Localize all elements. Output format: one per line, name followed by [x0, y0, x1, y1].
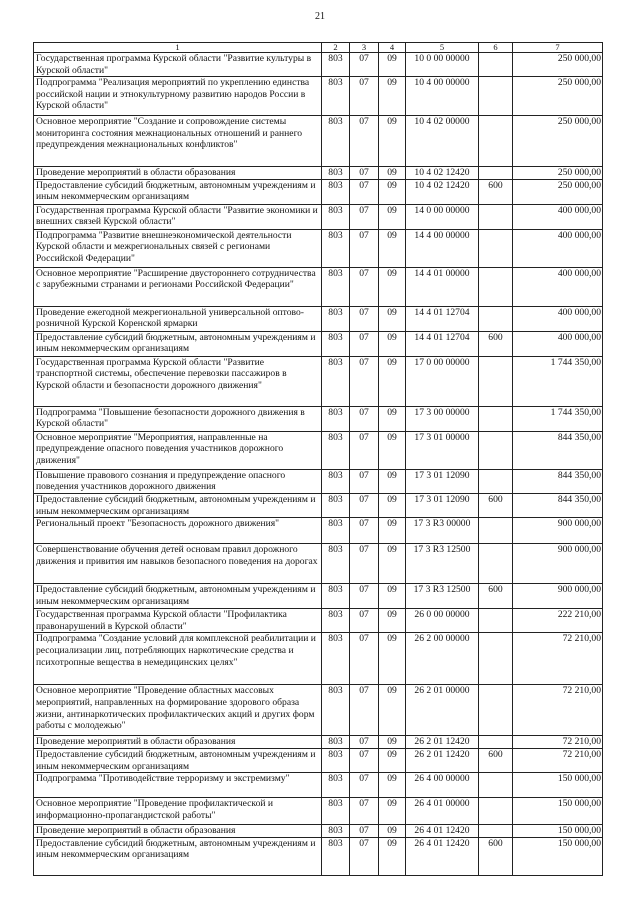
cell-section-code: 07 [350, 406, 379, 431]
cell-target-code: 26 2 00 00000 [406, 633, 479, 685]
cell-description: Основное мероприятие "Создание и сопровождение системы мониторинга состояния межнациональных отношений и раннего предупреждения межнациональных конфликтов" [34, 116, 322, 167]
column-header-section-code: 3 [350, 43, 379, 53]
cell-target-code: 17 3 01 12090 [406, 469, 479, 493]
table-row [34, 773, 603, 798]
table-row [34, 469, 603, 493]
page-number: 21 [315, 11, 325, 22]
table-row [34, 584, 603, 609]
cell-amount: 400 000,00 [513, 229, 603, 267]
table-row [34, 518, 603, 544]
cell-expense-type [479, 306, 513, 331]
cell-gov-code: 803 [322, 306, 350, 331]
table-row [34, 267, 603, 306]
table-row [34, 229, 603, 267]
cell-target-code: 17 0 00 00000 [406, 356, 479, 406]
cell-gov-code: 803 [322, 685, 350, 736]
cell-subsection-code: 09 [379, 229, 406, 267]
cell-target-code: 17 3 00 00000 [406, 406, 479, 431]
cell-description: Предоставление субсидий бюджетным, автономным учреждениям и иным некоммерческим организациям [34, 837, 322, 875]
cell-section-code: 07 [350, 431, 379, 469]
table-row [34, 798, 603, 825]
cell-amount: 72 210,00 [513, 748, 603, 772]
cell-amount: 72 210,00 [513, 736, 603, 749]
cell-subsection-code: 09 [379, 544, 406, 584]
cell-section-code: 07 [350, 493, 379, 517]
cell-amount: 400 000,00 [513, 204, 603, 229]
cell-target-code: 26 4 01 12420 [406, 825, 479, 838]
cell-subsection-code: 09 [379, 267, 406, 306]
cell-amount: 400 000,00 [513, 267, 603, 306]
cell-subsection-code: 09 [379, 204, 406, 229]
cell-target-code: 17 3 R3 12500 [406, 584, 479, 609]
cell-gov-code: 803 [322, 798, 350, 825]
cell-section-code: 07 [350, 518, 379, 544]
cell-expense-type [479, 773, 513, 798]
cell-target-code: 10 4 02 00000 [406, 116, 479, 167]
table-row [34, 116, 603, 167]
cell-description: Проведение мероприятий в области образования [34, 167, 322, 180]
cell-expense-type: 600 [479, 837, 513, 875]
cell-section-code: 07 [350, 356, 379, 406]
cell-amount: 72 210,00 [513, 685, 603, 736]
cell-expense-type [479, 167, 513, 180]
column-header-gov-code: 2 [322, 43, 350, 53]
column-header-amount: 7 [513, 43, 603, 53]
cell-description: Основное мероприятие "Проведение профилактической и информационно-пропагандистской работы" [34, 798, 322, 825]
cell-expense-type: 600 [479, 584, 513, 609]
cell-section-code: 07 [350, 798, 379, 825]
cell-expense-type [479, 798, 513, 825]
cell-target-code: 26 2 01 00000 [406, 685, 479, 736]
cell-subsection-code: 09 [379, 116, 406, 167]
cell-section-code: 07 [350, 773, 379, 798]
table-row [34, 609, 603, 633]
cell-expense-type [479, 229, 513, 267]
cell-description: Предоставление субсидий бюджетным, автономным учреждениям и иным некоммерческим организациям [34, 331, 322, 356]
cell-target-code: 26 2 01 12420 [406, 736, 479, 749]
cell-description: Государственная программа Курской области "Развитие культуры в Курской области" [34, 53, 322, 77]
cell-section-code: 07 [350, 685, 379, 736]
column-header-description: 1 [34, 43, 322, 53]
cell-section-code: 07 [350, 179, 379, 204]
cell-subsection-code: 09 [379, 736, 406, 749]
cell-description: Государственная программа Курской области "Развитие экономики и внешних связей Курской области" [34, 204, 322, 229]
cell-gov-code: 803 [322, 431, 350, 469]
table-row [34, 356, 603, 406]
table-header-row [34, 43, 603, 53]
cell-subsection-code: 09 [379, 493, 406, 517]
cell-subsection-code: 09 [379, 77, 406, 116]
cell-section-code: 07 [350, 331, 379, 356]
cell-expense-type [479, 685, 513, 736]
cell-description: Совершенствование обучения детей основам правил дорожного движения и привития им навыков безопасного поведения на дорогах [34, 544, 322, 584]
table-row [34, 77, 603, 116]
cell-amount: 250 000,00 [513, 77, 603, 116]
cell-section-code: 07 [350, 167, 379, 180]
cell-section-code: 07 [350, 204, 379, 229]
cell-section-code: 07 [350, 267, 379, 306]
cell-target-code: 17 3 01 12090 [406, 493, 479, 517]
cell-expense-type [479, 544, 513, 584]
cell-amount: 150 000,00 [513, 825, 603, 838]
cell-subsection-code: 09 [379, 356, 406, 406]
cell-target-code: 17 3 R3 00000 [406, 518, 479, 544]
cell-amount: 400 000,00 [513, 331, 603, 356]
cell-description: Основное мероприятие "Расширение двустороннего сотрудничества с зарубежными странами и регионами Российской Федерации" [34, 267, 322, 306]
cell-subsection-code: 09 [379, 609, 406, 633]
cell-expense-type [479, 518, 513, 544]
cell-gov-code: 803 [322, 53, 350, 77]
table-row [34, 204, 603, 229]
cell-description: Подпрограмма "Противодействие терроризму и экстремизму" [34, 773, 322, 798]
column-header-expense-type: 6 [479, 43, 513, 53]
cell-expense-type [479, 53, 513, 77]
cell-gov-code: 803 [322, 356, 350, 406]
table-row [34, 825, 603, 838]
cell-target-code: 10 0 00 00000 [406, 53, 479, 77]
table-row [34, 306, 603, 331]
cell-description: Проведение ежегодной межрегиональной универсальной оптово-розничной Курской Коренской ярмарки [34, 306, 322, 331]
cell-subsection-code: 09 [379, 584, 406, 609]
cell-gov-code: 803 [322, 584, 350, 609]
cell-section-code: 07 [350, 748, 379, 772]
cell-description: Подпрограмма "Развитие внешнеэкономической деятельности Курской области и межрегиональных связей с регионами Российской Федерации" [34, 229, 322, 267]
cell-target-code: 26 4 00 00000 [406, 773, 479, 798]
table-row [34, 544, 603, 584]
cell-gov-code: 803 [322, 609, 350, 633]
cell-section-code: 07 [350, 736, 379, 749]
cell-gov-code: 803 [322, 267, 350, 306]
table-row [34, 685, 603, 736]
table-body [34, 53, 603, 876]
cell-gov-code: 803 [322, 204, 350, 229]
cell-section-code: 07 [350, 306, 379, 331]
cell-gov-code: 803 [322, 167, 350, 180]
cell-section-code: 07 [350, 469, 379, 493]
cell-gov-code: 803 [322, 469, 350, 493]
cell-amount: 900 000,00 [513, 518, 603, 544]
cell-amount: 250 000,00 [513, 179, 603, 204]
cell-target-code: 26 0 00 00000 [406, 609, 479, 633]
column-header-target-code: 5 [406, 43, 479, 53]
cell-expense-type: 600 [479, 331, 513, 356]
cell-amount: 844 350,00 [513, 469, 603, 493]
cell-gov-code: 803 [322, 825, 350, 838]
cell-description: Повышение правового сознания и предупреждение опасного поведения участников дорожного движения [34, 469, 322, 493]
cell-gov-code: 803 [322, 773, 350, 798]
cell-description: Проведение мероприятий в области образования [34, 825, 322, 838]
cell-description: Подпрограмма "Реализация мероприятий по укреплению единства российской нации и этнокультурному развитию народов России в Курской области" [34, 77, 322, 116]
cell-target-code: 17 3 R3 12500 [406, 544, 479, 584]
cell-target-code: 14 4 00 00000 [406, 229, 479, 267]
cell-amount: 250 000,00 [513, 167, 603, 180]
cell-gov-code: 803 [322, 518, 350, 544]
cell-section-code: 07 [350, 229, 379, 267]
table-row [34, 633, 603, 685]
cell-expense-type [479, 609, 513, 633]
cell-subsection-code: 09 [379, 825, 406, 838]
cell-gov-code: 803 [322, 544, 350, 584]
cell-amount: 250 000,00 [513, 116, 603, 167]
cell-amount: 900 000,00 [513, 544, 603, 584]
table-row [34, 406, 603, 431]
cell-amount: 150 000,00 [513, 798, 603, 825]
table-row [34, 167, 603, 180]
cell-gov-code: 803 [322, 736, 350, 749]
cell-section-code: 07 [350, 53, 379, 77]
cell-target-code: 10 4 02 12420 [406, 179, 479, 204]
cell-gov-code: 803 [322, 77, 350, 116]
table-row [34, 53, 603, 77]
cell-target-code: 26 4 01 00000 [406, 798, 479, 825]
cell-amount: 222 210,00 [513, 609, 603, 633]
cell-expense-type [479, 633, 513, 685]
cell-subsection-code: 09 [379, 331, 406, 356]
cell-expense-type: 600 [479, 493, 513, 517]
table-row [34, 493, 603, 517]
cell-gov-code: 803 [322, 406, 350, 431]
cell-description: Подпрограмма "Создание условий для комплексной реабилитации и ресоциализации лиц, потребляющих наркотические средства и психотропные вещества в немедицинских целях" [34, 633, 322, 685]
cell-subsection-code: 09 [379, 167, 406, 180]
cell-subsection-code: 09 [379, 685, 406, 736]
cell-subsection-code: 09 [379, 469, 406, 493]
cell-amount: 900 000,00 [513, 584, 603, 609]
cell-subsection-code: 09 [379, 179, 406, 204]
cell-expense-type [479, 431, 513, 469]
cell-description: Предоставление субсидий бюджетным, автономным учреждениям и иным некоммерческим организациям [34, 493, 322, 517]
cell-amount: 1 744 350,00 [513, 356, 603, 406]
budget-table [33, 42, 603, 876]
cell-section-code: 07 [350, 837, 379, 875]
cell-section-code: 07 [350, 633, 379, 685]
cell-expense-type: 600 [479, 179, 513, 204]
cell-target-code: 10 4 02 12420 [406, 167, 479, 180]
cell-expense-type [479, 736, 513, 749]
cell-expense-type [479, 267, 513, 306]
cell-amount: 150 000,00 [513, 837, 603, 875]
cell-expense-type [479, 356, 513, 406]
cell-amount: 844 350,00 [513, 493, 603, 517]
table-row [34, 837, 603, 875]
cell-expense-type [479, 116, 513, 167]
cell-subsection-code: 09 [379, 518, 406, 544]
cell-description: Предоставление субсидий бюджетным, автономным учреждениям и иным некоммерческим организациям [34, 179, 322, 204]
cell-gov-code: 803 [322, 748, 350, 772]
cell-target-code: 14 4 01 12704 [406, 331, 479, 356]
cell-subsection-code: 09 [379, 431, 406, 469]
table-row [34, 179, 603, 204]
cell-amount: 844 350,00 [513, 431, 603, 469]
cell-expense-type [479, 825, 513, 838]
cell-subsection-code: 09 [379, 53, 406, 77]
cell-gov-code: 803 [322, 331, 350, 356]
cell-amount: 1 744 350,00 [513, 406, 603, 431]
cell-description: Основное мероприятие "Проведение областных массовых мероприятий, направленных на формирование здорового образа жизни, антинаркотических профилактических акций и других форм работы с молодежью" [34, 685, 322, 736]
cell-gov-code: 803 [322, 633, 350, 685]
cell-expense-type [479, 469, 513, 493]
cell-description: Подпрограмма "Повышение безопасности дорожного движения в Курской области" [34, 406, 322, 431]
cell-expense-type [479, 406, 513, 431]
table-row [34, 331, 603, 356]
cell-section-code: 07 [350, 116, 379, 167]
cell-target-code: 14 4 01 12704 [406, 306, 479, 331]
cell-subsection-code: 09 [379, 748, 406, 772]
cell-description: Государственная программа Курской области "Развитие транспортной системы, обеспечение перевозки пассажиров в Курской области и безопасности дорожного движения" [34, 356, 322, 406]
cell-gov-code: 803 [322, 837, 350, 875]
cell-target-code: 14 4 01 00000 [406, 267, 479, 306]
cell-description: Проведение мероприятий в области образования [34, 736, 322, 749]
cell-section-code: 07 [350, 825, 379, 838]
cell-subsection-code: 09 [379, 633, 406, 685]
cell-section-code: 07 [350, 584, 379, 609]
cell-description: Предоставление субсидий бюджетным, автономным учреждениям и иным некоммерческим организациям [34, 584, 322, 609]
table-row [34, 736, 603, 749]
cell-target-code: 17 3 01 00000 [406, 431, 479, 469]
cell-amount: 250 000,00 [513, 53, 603, 77]
cell-subsection-code: 09 [379, 406, 406, 431]
cell-gov-code: 803 [322, 116, 350, 167]
cell-amount: 72 210,00 [513, 633, 603, 685]
cell-section-code: 07 [350, 544, 379, 584]
cell-description: Основное мероприятие "Мероприятия, направленные на предупреждение опасного поведения участников дорожного движения" [34, 431, 322, 469]
cell-expense-type [479, 204, 513, 229]
table-row [34, 748, 603, 772]
cell-description: Предоставление субсидий бюджетным, автономным учреждениям и иным некоммерческим организациям [34, 748, 322, 772]
cell-amount: 150 000,00 [513, 773, 603, 798]
cell-section-code: 07 [350, 609, 379, 633]
cell-amount: 400 000,00 [513, 306, 603, 331]
cell-gov-code: 803 [322, 493, 350, 517]
cell-subsection-code: 09 [379, 306, 406, 331]
cell-subsection-code: 09 [379, 798, 406, 825]
column-header-subsection-code: 4 [379, 43, 406, 53]
cell-target-code: 26 4 01 12420 [406, 837, 479, 875]
cell-target-code: 26 2 01 12420 [406, 748, 479, 772]
cell-target-code: 14 0 00 00000 [406, 204, 479, 229]
table-row [34, 431, 603, 469]
cell-expense-type [479, 77, 513, 116]
cell-section-code: 07 [350, 77, 379, 116]
cell-gov-code: 803 [322, 229, 350, 267]
cell-target-code: 10 4 00 00000 [406, 77, 479, 116]
cell-description: Государственная программа Курской области "Профилактика правонарушений в Курской области" [34, 609, 322, 633]
cell-description: Региональный проект "Безопасность дорожного движения" [34, 518, 322, 544]
cell-gov-code: 803 [322, 179, 350, 204]
cell-subsection-code: 09 [379, 773, 406, 798]
cell-expense-type: 600 [479, 748, 513, 772]
cell-subsection-code: 09 [379, 837, 406, 875]
